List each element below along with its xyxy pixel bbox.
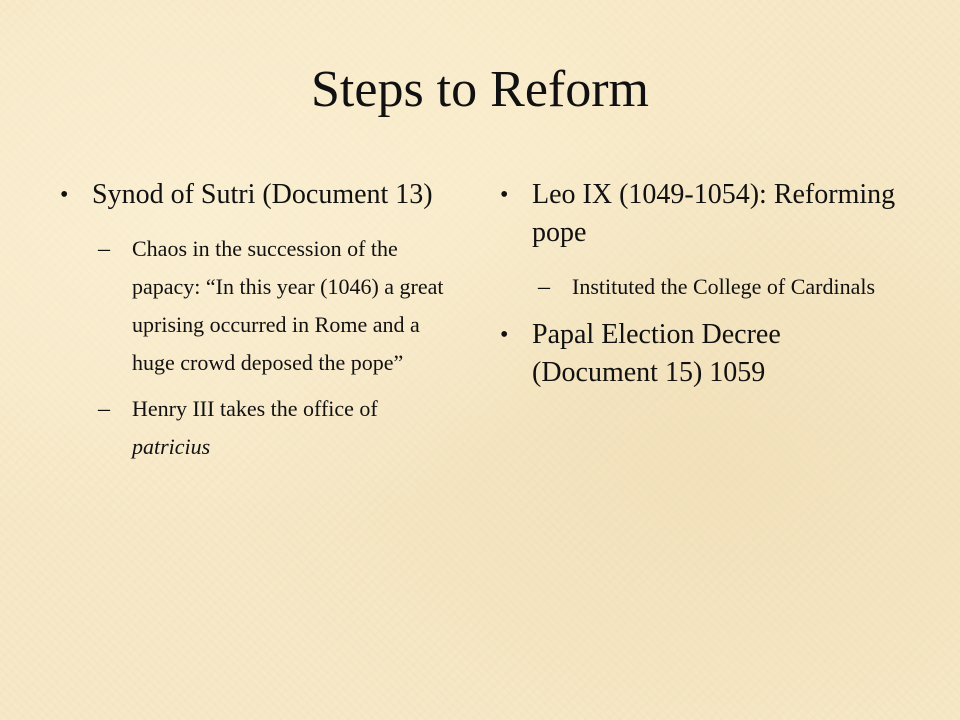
dash-icon: – (98, 236, 110, 262)
left-column (60, 176, 460, 476)
sub-list-item (532, 268, 900, 306)
list-item (60, 176, 460, 466)
bullet-icon: • (500, 182, 509, 208)
sub-bullet-italic-term: patricius (132, 434, 211, 459)
list-item (500, 176, 900, 306)
bullet-text: Papal Election Decree (Document 15) 1059 (532, 319, 781, 388)
sub-list-item (92, 230, 460, 382)
sub-list-item (92, 390, 460, 466)
bullet-icon: • (60, 182, 69, 208)
left-bullet-list (60, 176, 460, 466)
sub-bullet-list (92, 230, 460, 466)
bullet-text: Leo IX (1049-1054): Reforming pope (532, 179, 896, 248)
sub-bullet-text-wrapper (132, 390, 460, 466)
list-item (500, 316, 900, 392)
dash-icon: – (98, 396, 110, 422)
sub-bullet-text: Instituted the College of Cardinals (572, 274, 876, 299)
bullet-text: Synod of Sutri (Document 13) (92, 179, 433, 210)
dash-icon: – (538, 274, 550, 300)
slide-title: Steps to Reform (311, 61, 649, 118)
right-bullet-list (500, 176, 900, 392)
sub-bullet-list (532, 268, 900, 306)
bullet-icon: • (500, 322, 509, 348)
sub-bullet-text: Henry III takes the office of (132, 396, 378, 421)
sub-bullet-text: Chaos in the succession of the papacy: “In this year (1046) a great uprising occurred in Rome and a huge crowd deposed the pope” (132, 236, 444, 375)
right-column (500, 176, 900, 402)
